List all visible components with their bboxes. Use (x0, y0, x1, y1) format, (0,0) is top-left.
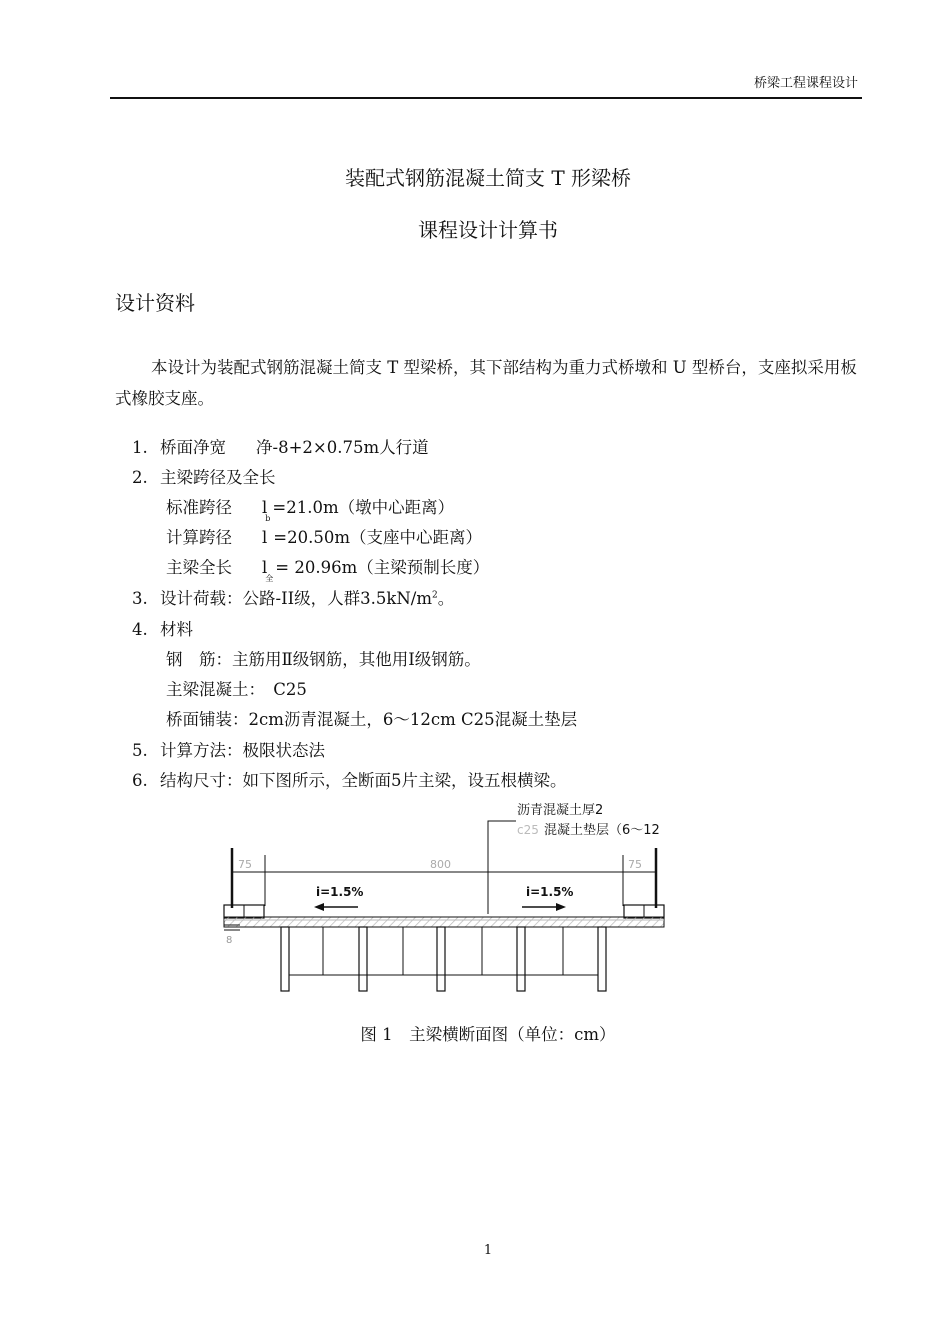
intro-paragraph: 本设计为装配式钢筋混凝土简支 T 型梁桥，其下部结构为重力式桥墩和 U 型桥台，支座拟采用板式橡胶支座。 (115, 358, 857, 408)
list-number: 5. (132, 741, 148, 760)
subscript: b (265, 514, 271, 523)
list-item-2 (132, 464, 276, 488)
header-rule (110, 97, 862, 99)
list-value: = 20.96m（主梁预制长度） (275, 558, 490, 577)
symbol: l (262, 558, 268, 577)
list-number: 3. (132, 589, 148, 608)
material-concrete: 主梁混凝土： C25 (166, 680, 307, 699)
list-label: 桥面净宽 (160, 438, 226, 457)
material-deck-paving: 桥面铺装：2cm沥青混凝土，6～12cm C25混凝土垫层 (166, 710, 578, 729)
note-asphalt: 沥青混凝土厚2 (517, 803, 604, 818)
list-label: 材料 (160, 620, 193, 639)
girder (517, 927, 525, 991)
list-number: 2. (132, 468, 148, 487)
list-value: =21.0m（墩中心距离） (272, 498, 455, 517)
list-item-6 (132, 767, 567, 791)
list-label: 主梁全长 (166, 558, 232, 577)
list-label: 标准跨径 (166, 498, 232, 517)
dim-left-label: 75 (238, 858, 252, 871)
list-subitem-standard-span (166, 494, 454, 523)
subscript: 全 (265, 574, 274, 583)
side-mark-label: 8 (226, 935, 233, 946)
list-text-end: 。 (437, 589, 455, 608)
list-text: 结构尺寸：如下图所示，全断面5片主梁，设五根横梁。 (160, 771, 567, 790)
dim-mid-label: 800 (430, 858, 451, 871)
figure-caption: 图 1 主梁横断面图（单位：cm） (360, 1025, 616, 1044)
dim-right-label: 75 (628, 858, 642, 871)
superscript: 2 (432, 590, 438, 601)
symbol: l (262, 528, 268, 547)
list-subitem-total-length (166, 554, 489, 584)
slope-left-label: i=1.5% (316, 885, 364, 899)
list-item-3 (132, 585, 454, 609)
girder (359, 927, 367, 991)
list-label: 主梁跨径及全长 (160, 468, 276, 487)
list-item-4 (132, 616, 193, 640)
note-cushion-layer: 混凝土垫层（6～12 (544, 823, 660, 838)
list-number: 4. (132, 620, 148, 639)
leader-line (488, 821, 516, 914)
girder (598, 927, 606, 991)
slope-right-label: i=1.5% (526, 885, 574, 899)
slope-left-arrowhead (314, 903, 324, 911)
list-number: 6. (132, 771, 148, 790)
list-value: 净-8+2×0.75m人行道 (256, 438, 429, 457)
list-subitem-calc-span (166, 524, 482, 548)
list-item-5 (132, 737, 325, 761)
running-header: 桥梁工程课程设计 (753, 76, 858, 91)
document-title: 装配式钢筋混凝土简支 T 形梁桥 (344, 166, 632, 190)
list-value: =20.50m（支座中心距离） (273, 528, 482, 547)
girder (437, 927, 445, 991)
symbol: l (262, 498, 268, 517)
note-c25-prefix: c25 (517, 823, 539, 837)
section-heading: 设计资料 (115, 291, 195, 315)
deck-slab (224, 917, 664, 927)
list-label: 计算跨径 (166, 528, 232, 547)
document-subtitle: 课程设计计算书 (418, 218, 558, 242)
slope-right-arrowhead (556, 903, 566, 911)
list-number: 1. (132, 438, 148, 457)
cross-section-figure (0, 795, 950, 1005)
list-item-1 (132, 434, 429, 458)
page-number: 1 (483, 1243, 493, 1258)
list-text: 计算方法：极限状态法 (160, 741, 325, 760)
list-text: 设计荷载：公路-II级，人群3.5kN/m (160, 589, 432, 608)
girder (281, 927, 289, 991)
material-steel: 钢 筋：主筋用Ⅱ级钢筋，其他用Ⅰ级钢筋。 (166, 650, 481, 669)
